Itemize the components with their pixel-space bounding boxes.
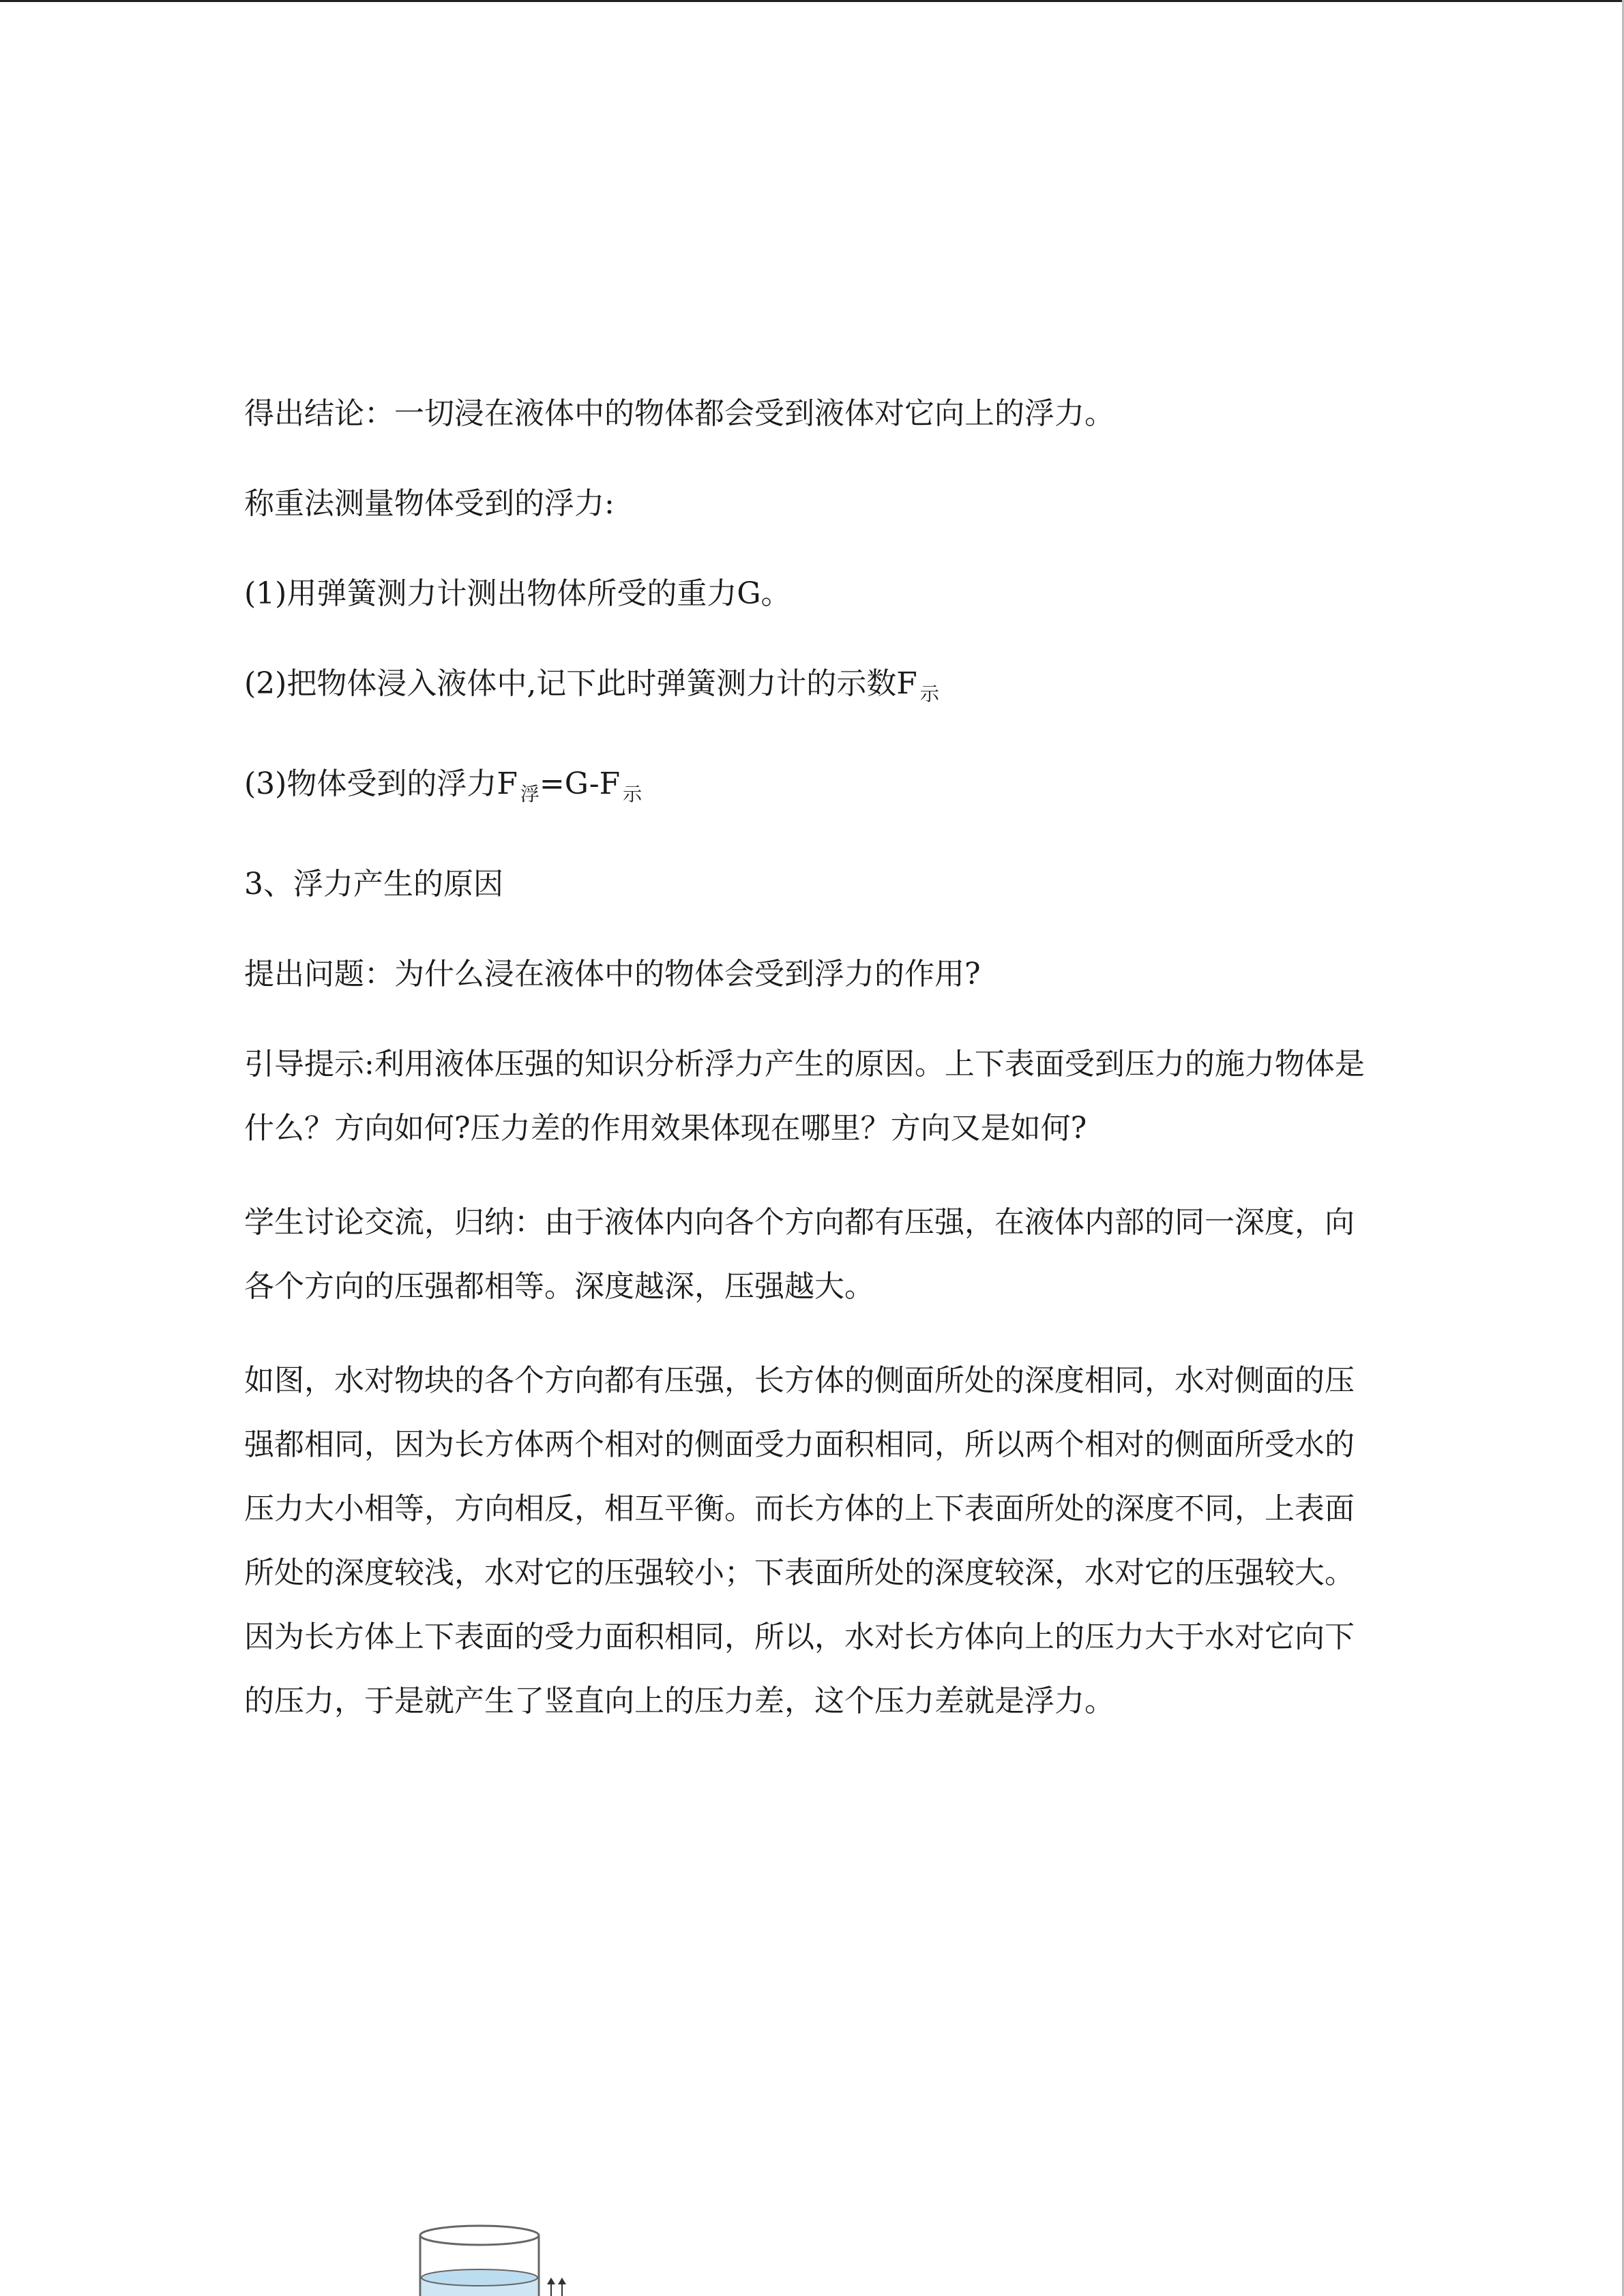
step-2 xyxy=(244,652,1376,726)
step-1: (1)用弹簧测力计测出物体所受的重力G。 xyxy=(244,576,791,611)
question-paragraph: 提出问题：为什么浸在液体中的物体会受到浮力的作用? xyxy=(244,957,981,992)
guidance-paragraph: 引导提示:利用液体压强的知识分析浮力产生的原因。上下表面受到压力的施力物体是什么？方向如何?压力差的作用效果体现在哪里？方向又是如何? xyxy=(244,1047,1365,1146)
step-2-subscript: 示 xyxy=(919,683,939,705)
beaker-with-water-icon xyxy=(402,2223,593,2296)
page-top-border xyxy=(0,0,1624,2)
step-3 xyxy=(244,752,1376,826)
step-3-formula: =G-F xyxy=(539,766,621,801)
document-body xyxy=(244,382,1376,1763)
step-3-text: (3)物体受到的浮力F xyxy=(244,766,518,801)
discussion-paragraph: 学生讨论交流，归纳：由于液体内向各个方向都有压强，在液体内部的同一深度，向各个方向的压强都相等。深度越深，压强越大。 xyxy=(244,1205,1355,1304)
explanation-paragraph: 如图，水对物块的各个方向都有压强，长方体的侧面所处的深度相同，水对侧面的压强都相同，因为长方体两个相对的侧面受力面积相同，所以两个相对的侧面所受水的压力大小相等，方向相反，相互平衡。而长方体的上下表面所处的深度不同，上表面所处的深度较浅，水对它的压强较小；下表面所处的深度较深，水对它的压强较大。因为长方体上下表面的受力面积相同，所以，水对长方体向上的压力大于水对它向下的压力，于是就产生了竖直向上的压力差，这个压力差就是浮力。 xyxy=(244,1363,1355,1718)
step-2-text: (2)把物体浸入液体中,记下此时弹簧测力计的示数F xyxy=(244,666,917,701)
step-3-subscript-float: 浮 xyxy=(520,783,540,805)
conclusion-paragraph: 得出结论：一切浸在液体中的物体都会受到液体对它向上的浮力。 xyxy=(244,396,1114,431)
section-heading-buoyancy-cause: 3、浮力产生的原因 xyxy=(244,867,503,901)
weighing-method-heading: 称重法测量物体受到的浮力: xyxy=(244,486,615,521)
step-3-subscript-show: 示 xyxy=(623,783,643,805)
